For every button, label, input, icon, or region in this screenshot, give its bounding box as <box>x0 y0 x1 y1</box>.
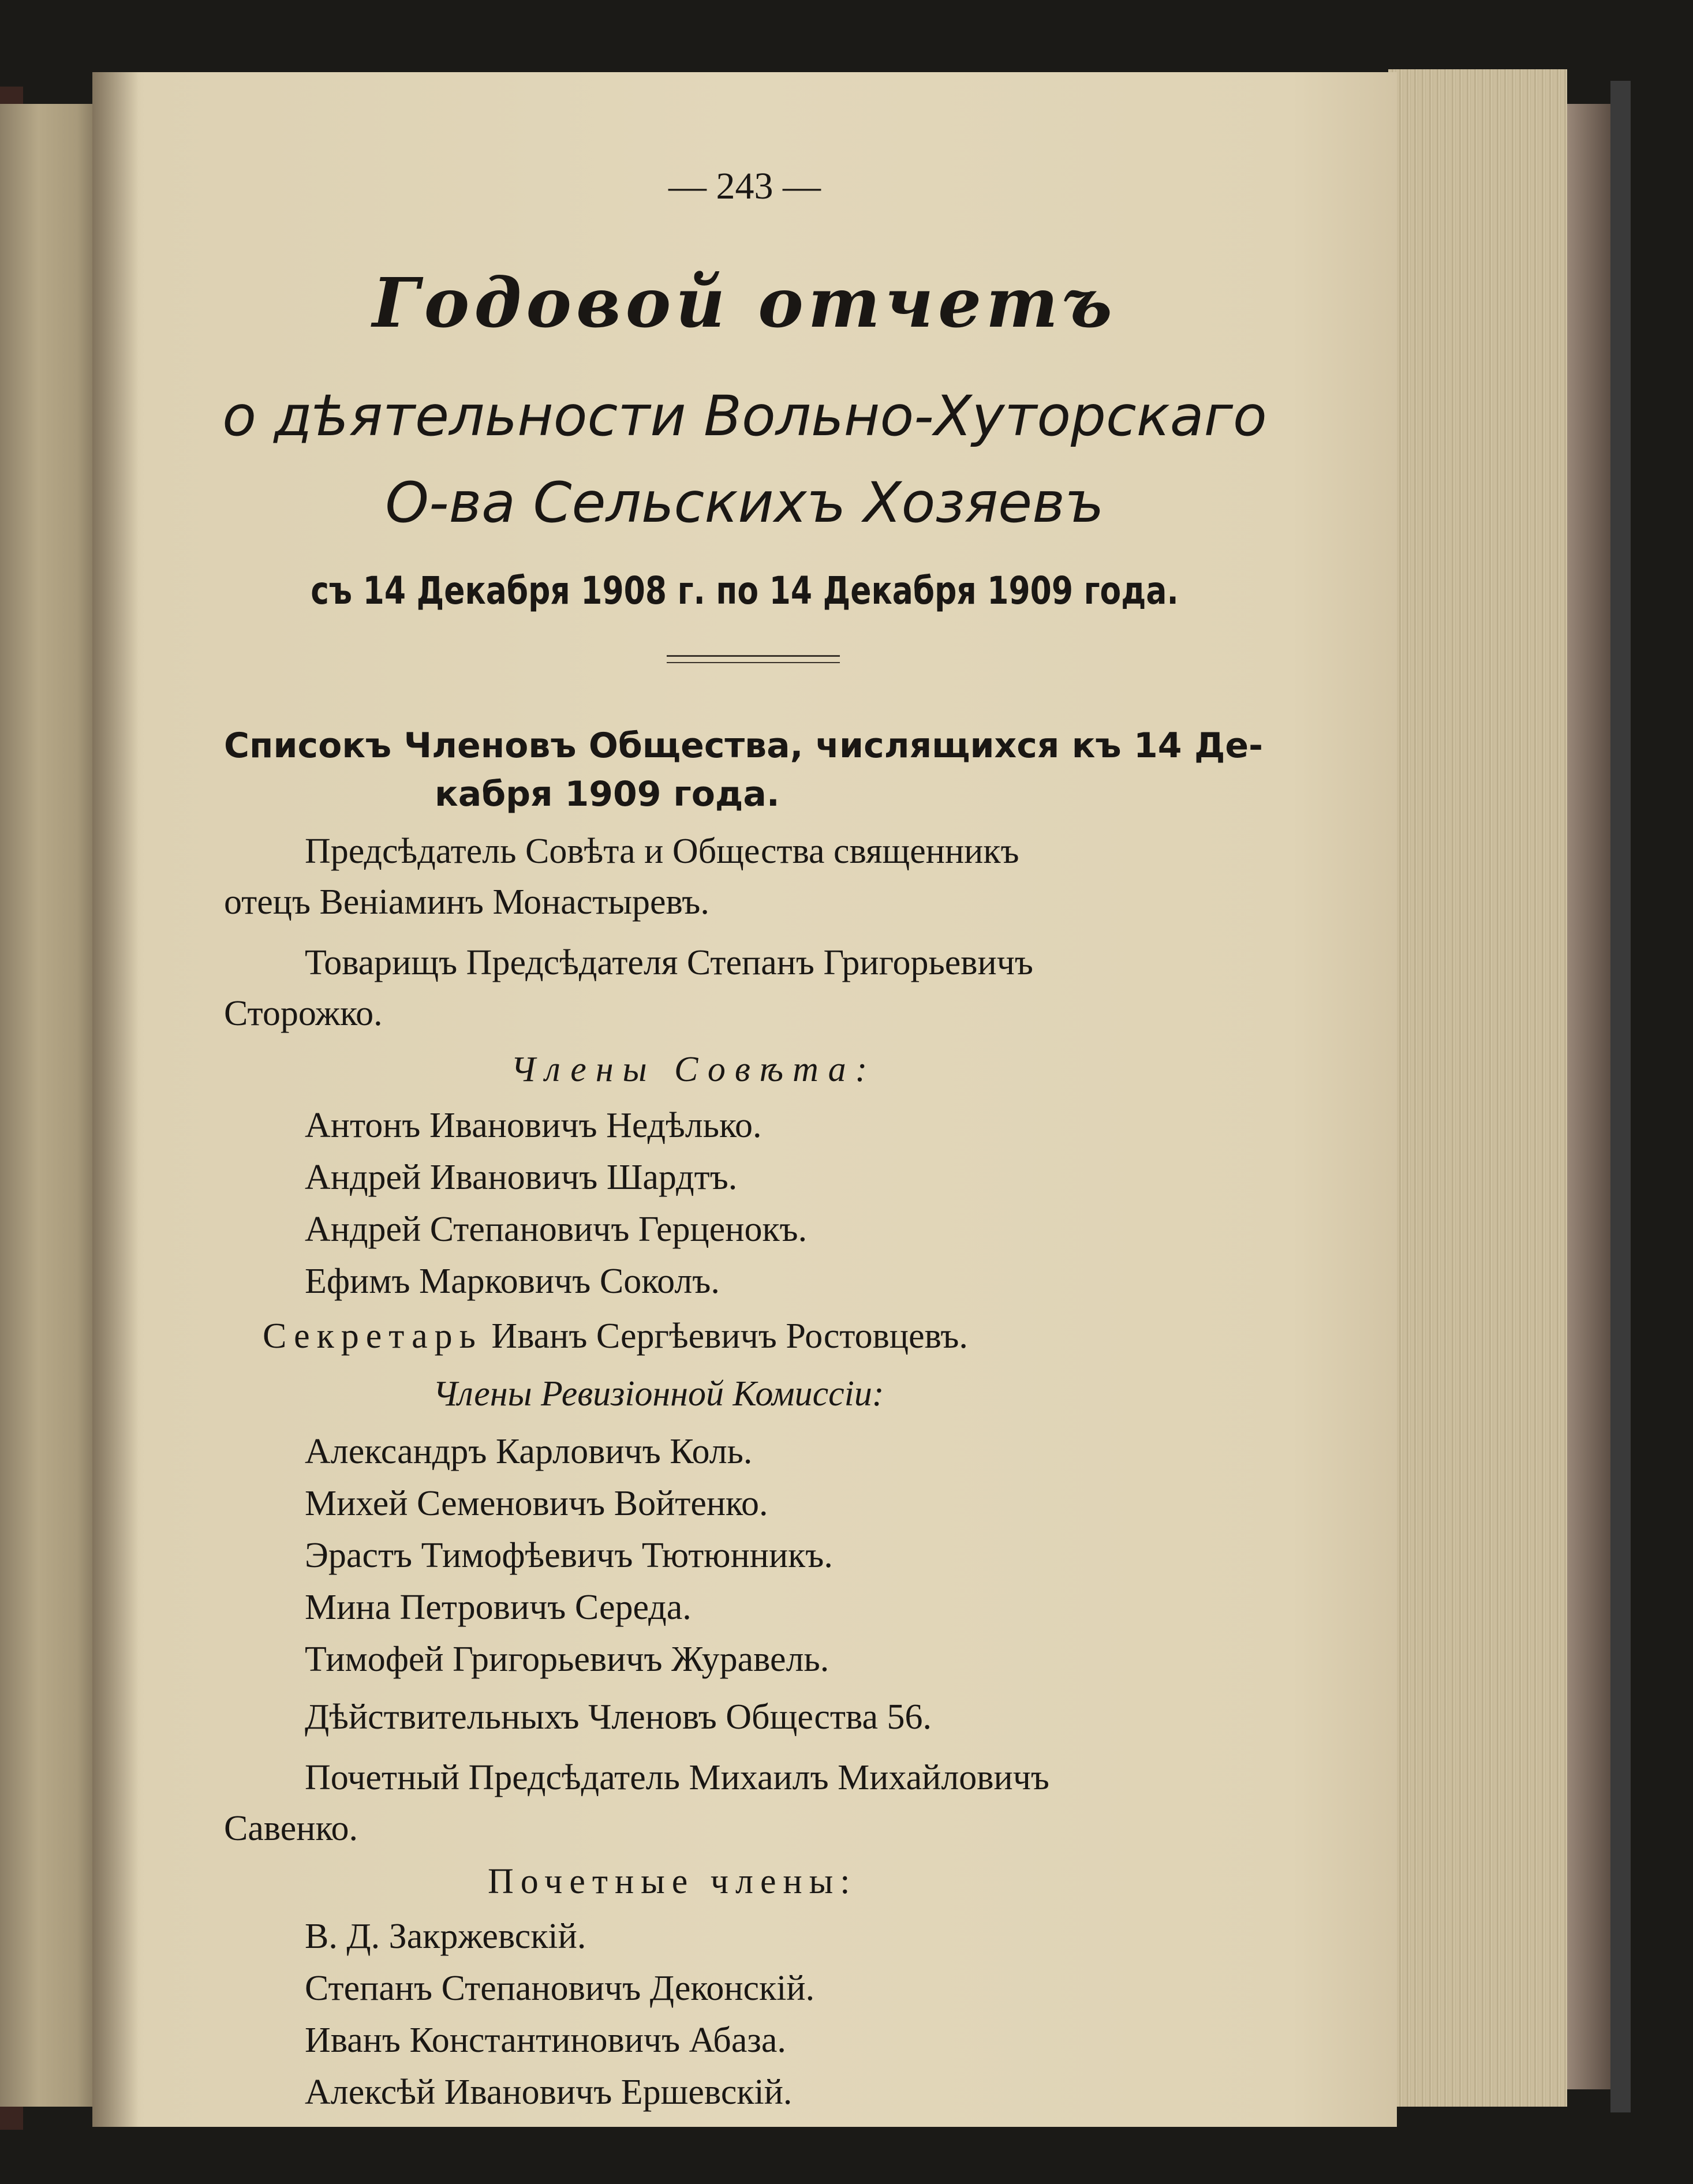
council-member: Андрей Степановичъ Герценокъ. <box>305 1210 808 1249</box>
divider-rule-thin <box>667 662 840 663</box>
report-title: Годовой отчетъ <box>372 263 1117 343</box>
audit-member: Эрастъ Тимофѣевичъ Тютюнникъ. <box>305 1536 833 1575</box>
council-member: Ефимъ Марковичъ Соколъ. <box>305 1262 720 1301</box>
page-gutter <box>92 72 139 2127</box>
audit-heading: Члены Ревизіонной Комиссіи: <box>433 1374 884 1413</box>
members-heading-line2: кабря 1909 года. <box>435 774 780 814</box>
audit-member: Тимофей Григорьевичъ Журавель. <box>305 1640 829 1679</box>
members-heading-line1: Списокъ Членовъ Общества, числящихся къ 14 Де- <box>224 725 1263 766</box>
report-period: съ 14 Декабря 1908 г. по 14 Декабря 1909 года. <box>311 569 1179 613</box>
report-subtitle-line1: о дѣятельности Вольно-Хуторскаго <box>222 384 1267 448</box>
audit-member: Александръ Карловичъ Коль. <box>305 1432 753 1471</box>
honorary-member: В. Д. Закржевскій. <box>305 1917 586 1956</box>
honorary-chairman-line1: Почетный Предсѣдатель Михаилъ Михайловичъ <box>305 1758 1049 1797</box>
honorary-heading: Почетные члены: <box>488 1862 857 1901</box>
honorary-member: Алексѣй Ивановичъ Ершевскій. <box>305 2073 793 2112</box>
audit-member: Михей Семеновичъ Войтенко. <box>305 1484 768 1523</box>
secretary-line <box>263 1316 968 1357</box>
book-cover-edge <box>1610 81 1631 2112</box>
divider-rule <box>667 655 840 657</box>
active-members-count: Дѣйствительныхъ Членовъ Общества 56. <box>305 1697 932 1737</box>
council-member: Антонъ Ивановичъ Недѣлько. <box>305 1106 762 1145</box>
chairman-line1: Предсѣдатель Совѣта и Общества священникъ <box>305 832 1019 871</box>
council-heading: Члены Совѣта: <box>511 1050 877 1089</box>
honorary-member: Иванъ Константиновичъ Абаза. <box>305 2021 786 2060</box>
secretary-label: Секретарь <box>263 1317 483 1356</box>
honorary-member: Степанъ Степановичъ Деконскій. <box>305 1969 815 2008</box>
council-member: Андрей Ивановичъ Шардтъ. <box>305 1158 738 1197</box>
page-number: — 243 — <box>668 165 821 207</box>
members-heading <box>224 721 1263 818</box>
book-page <box>92 72 1397 2127</box>
honorary-chairman-line2: Савенко. <box>224 1809 358 1848</box>
deputy-line2: Сторожко. <box>224 994 383 1033</box>
chairman-line2: отецъ Веніаминъ Монастыревъ. <box>224 882 709 922</box>
audit-member: Мина Петровичъ Середа. <box>305 1588 692 1627</box>
deputy-line1: Товарищъ Предсѣдателя Степанъ Григорьевичъ <box>305 943 1033 982</box>
page-stack <box>1388 69 1567 2107</box>
secretary-name: Иванъ Сергѣевичъ Ростовцевъ. <box>491 1317 968 1356</box>
report-subtitle-line2: О-ва Сельскихъ Хозяевъ <box>385 470 1104 535</box>
